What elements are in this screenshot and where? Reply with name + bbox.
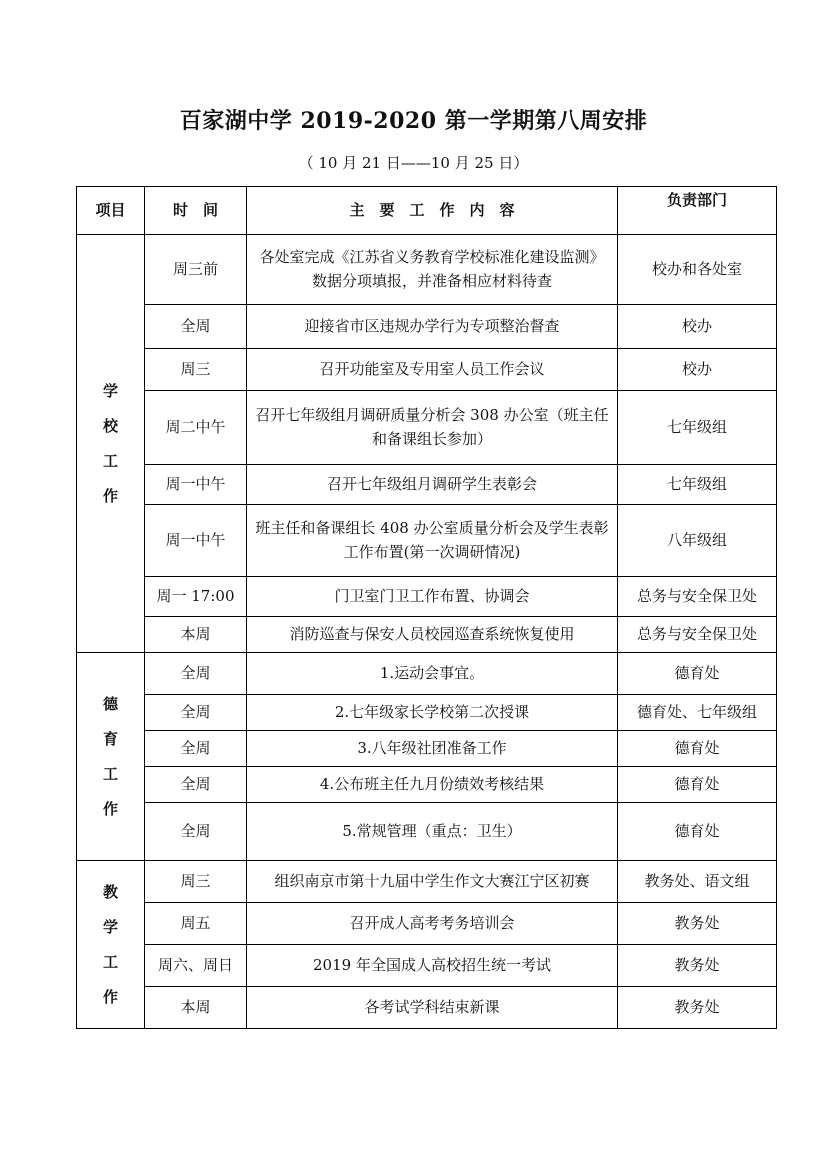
- row-department: 德育处: [618, 653, 777, 695]
- row-department: 教务处、语文组: [618, 861, 777, 903]
- row-department: 总务与安全保卫处: [618, 577, 777, 617]
- row-department: 教务处: [618, 945, 777, 987]
- table-row: [77, 391, 777, 465]
- row-department: 七年级组: [618, 465, 777, 505]
- row-time: 周三前: [145, 235, 247, 305]
- table-row: [77, 695, 777, 731]
- row-content: 各考试学科结束新课: [247, 987, 618, 1029]
- table-row: [77, 903, 777, 945]
- section-label: 教学工作: [77, 861, 145, 1029]
- header-row: [77, 187, 777, 235]
- header-project: 项目: [77, 187, 145, 235]
- row-content: 召开功能室及专用室人员工作会议: [247, 349, 618, 391]
- table-row: [77, 945, 777, 987]
- table-row: [77, 305, 777, 349]
- row-time: 周六、周日: [145, 945, 247, 987]
- row-department: 校办和各处室: [618, 235, 777, 305]
- row-time: 全周: [145, 731, 247, 767]
- row-time: 周三: [145, 349, 247, 391]
- table-row: [77, 465, 777, 505]
- header-time: 时 间: [145, 187, 247, 235]
- table-row: [77, 861, 777, 903]
- row-time: 全周: [145, 305, 247, 349]
- row-time: 周一中午: [145, 465, 247, 505]
- row-content: 各处室完成《江苏省义务教育学校标准化建设监测》数据分项填报，并准备相应材料待查: [247, 235, 618, 305]
- row-department: 校办: [618, 349, 777, 391]
- row-department: 教务处: [618, 903, 777, 945]
- row-content: 3.八年级社团准备工作: [247, 731, 618, 767]
- date-range: （ 10 月 21 日——10 月 25 日）: [298, 154, 529, 172]
- row-department: 德育处: [618, 767, 777, 803]
- row-time: 本周: [145, 617, 247, 653]
- section-label: 德育工作: [77, 653, 145, 861]
- page-title: 百家湖中学 2019-2020 第一学期第八周安排: [179, 108, 648, 134]
- row-time: 全周: [145, 767, 247, 803]
- row-content: 4.公布班主任九月份绩效考核结果: [247, 767, 618, 803]
- row-department: 八年级组: [618, 505, 777, 577]
- row-time: 周一中午: [145, 505, 247, 577]
- row-content: 2019 年全国成人高校招生统一考试: [247, 945, 618, 987]
- table-row: [77, 731, 777, 767]
- table-row: [77, 617, 777, 653]
- row-time: 周二中午: [145, 391, 247, 465]
- table-row: [77, 653, 777, 695]
- row-content: 迎接省市区违规办学行为专项整治督查: [247, 305, 618, 349]
- row-content: 召开七年级组月调研学生表彰会: [247, 465, 618, 505]
- row-department: 德育处: [618, 803, 777, 861]
- table-row: [77, 803, 777, 861]
- row-department: 德育处、七年级组: [618, 695, 777, 731]
- table-row: [77, 349, 777, 391]
- row-department: 校办: [618, 305, 777, 349]
- row-content: 召开七年级组月调研质量分析会 308 办公室（班主任和备课组长参加）: [247, 391, 618, 465]
- row-department: 总务与安全保卫处: [618, 617, 777, 653]
- table-row: [77, 767, 777, 803]
- row-time: 周一 17:00: [145, 577, 247, 617]
- row-time: 周三: [145, 861, 247, 903]
- section-label: 学校工作: [77, 235, 145, 653]
- row-time: 周五: [145, 903, 247, 945]
- row-time: 全周: [145, 803, 247, 861]
- row-department: 七年级组: [618, 391, 777, 465]
- row-content: 召开成人高考考务培训会: [247, 903, 618, 945]
- row-content: 消防巡查与保安人员校园巡查系统恢复使用: [247, 617, 618, 653]
- row-content: 门卫室门卫工作布置、协调会: [247, 577, 618, 617]
- table-row: [77, 235, 777, 305]
- row-content: 5.常规管理（重点：卫生）: [247, 803, 618, 861]
- row-department: 德育处: [618, 731, 777, 767]
- row-time: 全周: [145, 695, 247, 731]
- table-row: [77, 577, 777, 617]
- schedule-table: [76, 186, 777, 1029]
- row-content: 组织南京市第十九届中学生作文大赛江宁区初赛: [247, 861, 618, 903]
- row-department: 教务处: [618, 987, 777, 1029]
- row-content: 班主任和备课组长 408 办公室质量分析会及学生表彰工作布置(第一次调研情况): [247, 505, 618, 577]
- table-row: [77, 505, 777, 577]
- row-content: 1.运动会事宜。: [247, 653, 618, 695]
- row-time: 本周: [145, 987, 247, 1029]
- header-department: 负责部门: [618, 187, 777, 235]
- row-content: 2.七年级家长学校第二次授课: [247, 695, 618, 731]
- header-content: 主 要 工 作 内 容: [247, 187, 618, 235]
- row-time: 全周: [145, 653, 247, 695]
- table-row: [77, 987, 777, 1029]
